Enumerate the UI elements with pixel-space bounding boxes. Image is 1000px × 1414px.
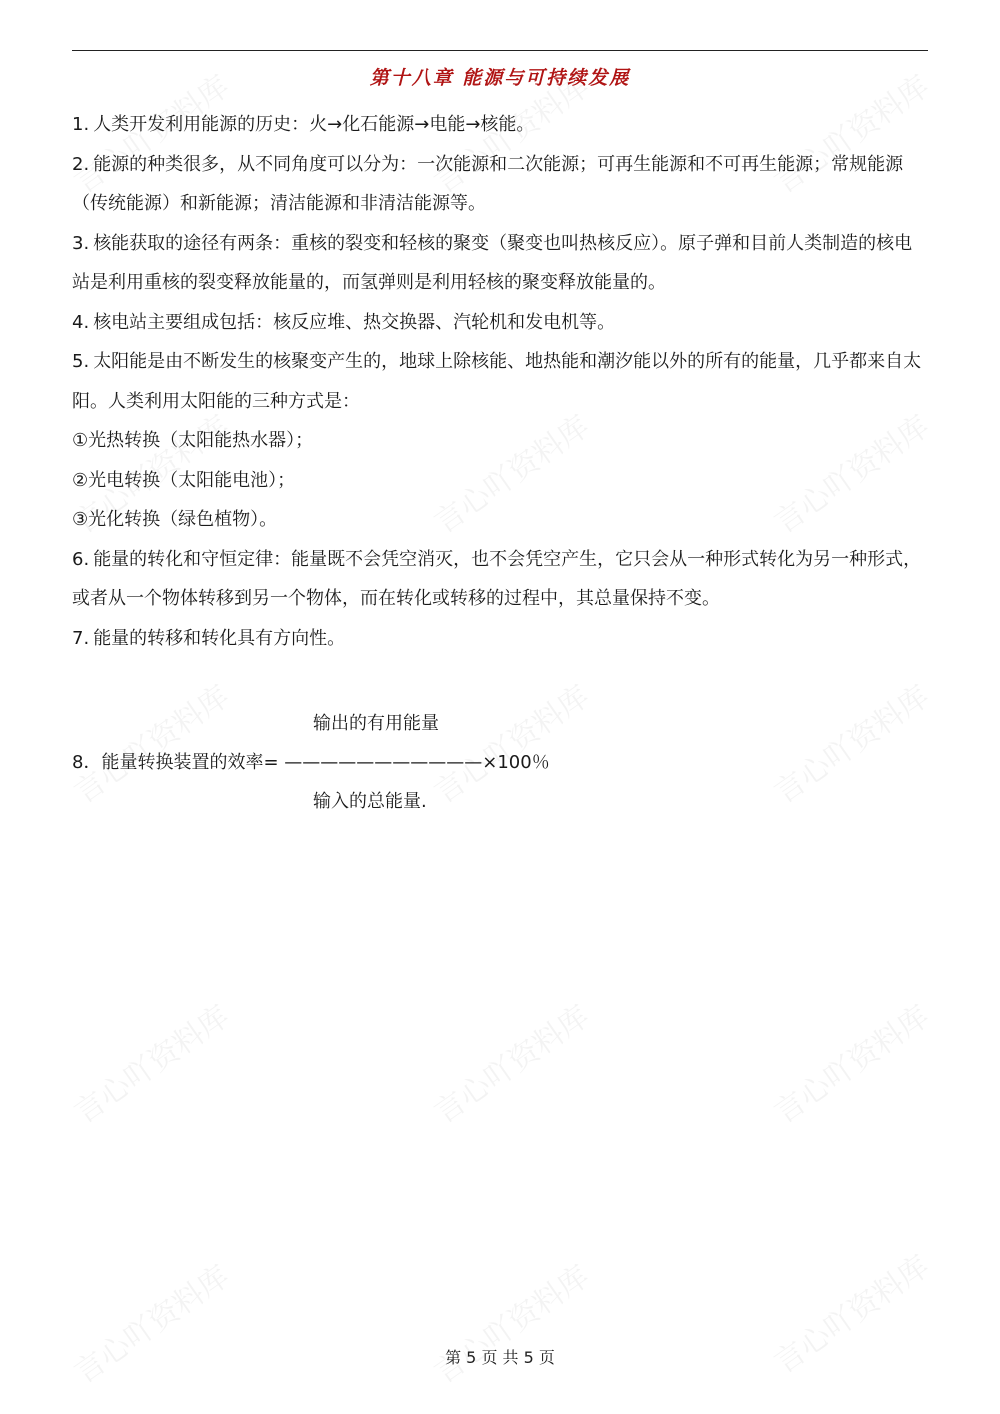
paragraph-6: [72, 540, 930, 619]
paragraph-number: 2.: [72, 153, 90, 175]
paragraph-text: 能量的转化和守恒定律：能量既不会凭空消灭，也不会凭空产生，它只会从一种形式转化为另一种形式，或者从一个物体转移到另一个物体，而在转化或转移的过程中，其总量保持不变。: [72, 548, 922, 609]
watermark: [764, 992, 937, 1131]
chapter-title: 第十八章 能源与可持续发展: [369, 67, 631, 89]
paragraph-number: 7.: [72, 627, 90, 649]
paragraph-4: [72, 303, 930, 343]
formula-line: 8．能量转换装置的效率= ———————————×100％: [72, 752, 550, 773]
watermark: [424, 1252, 597, 1391]
paragraph-number: 1.: [72, 114, 90, 135]
paragraph-number: 6.: [72, 548, 90, 570]
paragraph-text: 核电站主要组成包括：核反应堆、热交换器、汽轮机和发电机等。: [93, 311, 616, 333]
paragraph-5: [72, 342, 930, 421]
paragraph-text: 太阳能是由不断发生的核聚变产生的，地球上除核能、地热能和潮汐能以外的所有的能量，几乎都来自太阳。人类利用太阳能的三种方式是：: [72, 351, 922, 412]
paragraph-7: [72, 619, 930, 659]
paragraph-number: 5.: [72, 351, 90, 372]
solar-method-2: ②光电转换（太阳能电池）；: [72, 469, 296, 491]
watermark: [64, 992, 237, 1131]
formula-numerator: 输出的有用能量: [313, 713, 439, 734]
paragraph-text: 核能获取的途径有两条：重核的裂变和轻核的聚变（聚变也叫热核反应）。原子弹和目前人类制造的核电站是利用重核的裂变释放能量的，而氢弹则是利用轻核的聚变释放能量的。: [72, 232, 913, 293]
paragraph-text: 人类开发利用能源的历史：火→化石能源→电能→核能。: [93, 114, 535, 135]
paragraph-text: 能源的种类很多，从不同角度可以分为：一次能源和二次能源；可再生能源和不可再生能源；常规能源（传统能源）和新能源；清洁能源和非清洁能源等。: [72, 153, 904, 214]
watermark: [424, 992, 597, 1131]
paragraph-text: 能量的转移和转化具有方向性。: [93, 627, 346, 649]
spacer: [72, 658, 930, 698]
formula-denominator: 输入的总能量.: [313, 791, 427, 812]
paragraph-3: [72, 224, 930, 303]
watermark: [64, 1252, 237, 1391]
page-footer: 第 5 页 共 5 页: [445, 1348, 555, 1367]
header-rule: [72, 50, 928, 51]
solar-method-1: ①光热转换（太阳能热水器）；: [72, 430, 314, 451]
paragraph-number: 3.: [72, 232, 90, 254]
paragraph-2: [72, 145, 930, 224]
main-content: [72, 105, 930, 824]
paragraph-number: 4.: [72, 311, 90, 333]
paragraph-1: [72, 105, 930, 145]
efficiency-formula: [72, 704, 930, 824]
solar-method-3: ③光化转换（绿色植物）。: [72, 509, 278, 530]
